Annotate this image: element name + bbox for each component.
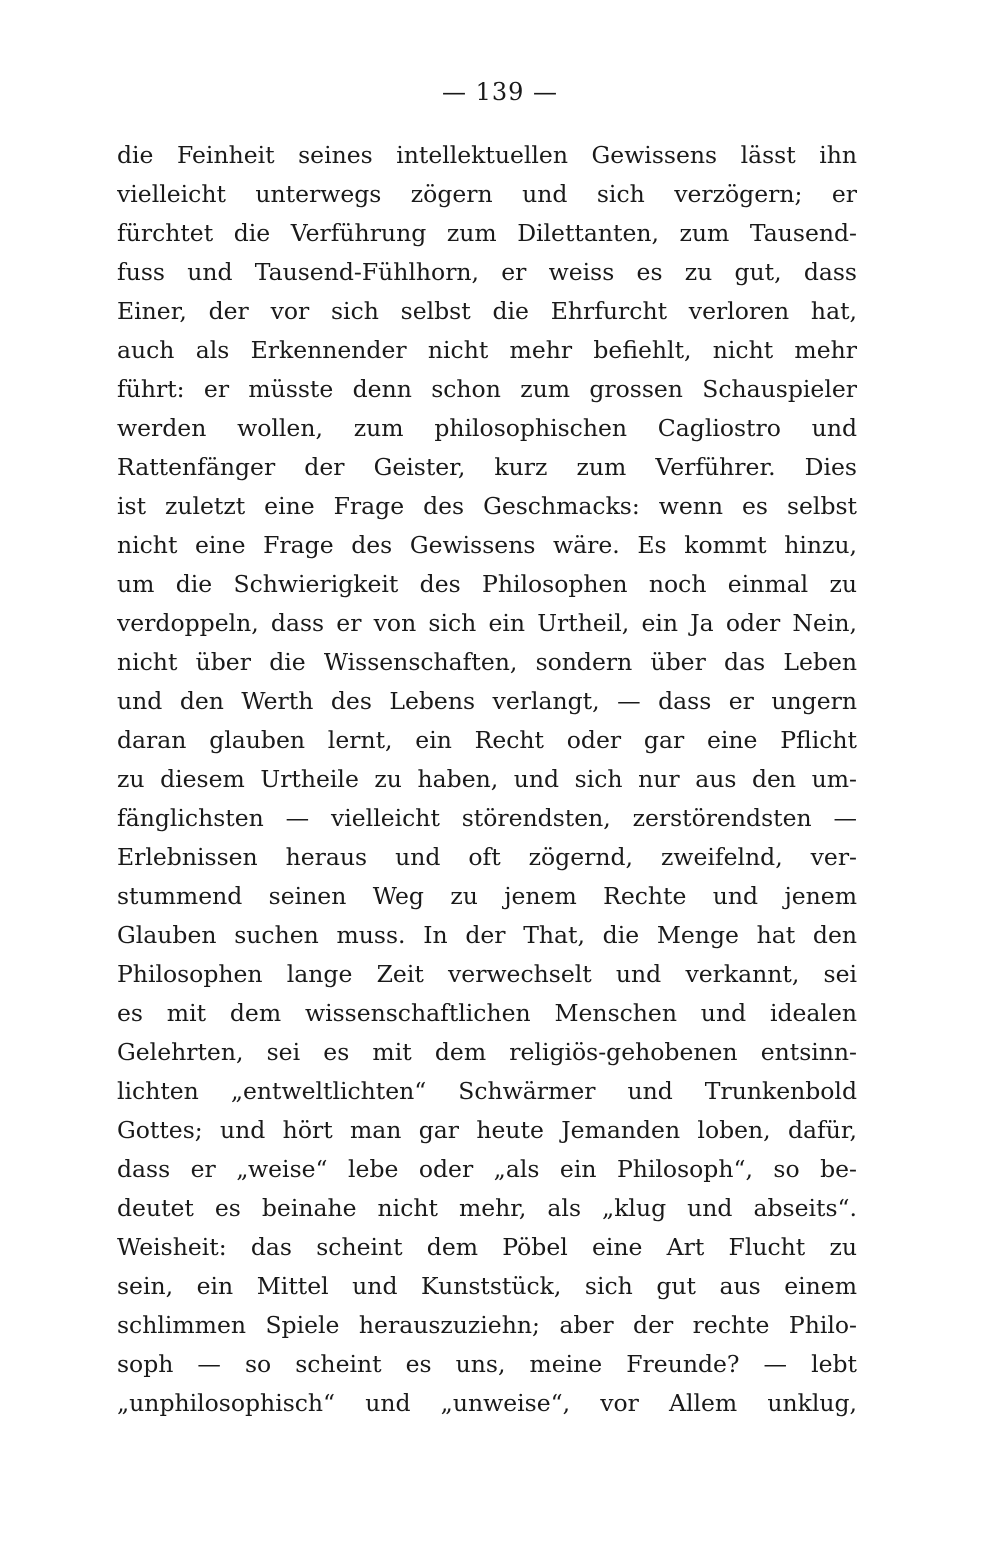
text-line: schlimmen Spiele herauszuziehn; aber der rechte Philo-: [117, 1311, 857, 1339]
body-text: [117, 136, 857, 1423]
text-line: und den Werth des Lebens verlangt, — dass er ungern: [117, 687, 857, 715]
text-line: sein, ein Mittel und Kunststück, sich gut aus einem: [117, 1272, 857, 1300]
text-line: daran glauben lernt, ein Recht oder gar eine Pflicht: [117, 726, 857, 754]
text-line: fuss und Tausend-Fühlhorn, er weiss es zu gut, dass: [117, 258, 857, 286]
text-line: werden wollen, zum philosophischen Cagliostro und: [117, 414, 857, 442]
text-line: Einer, der vor sich selbst die Ehrfurcht verloren hat,: [117, 297, 857, 325]
text-line: deutet es beinahe nicht mehr, als „klug und abseits“.: [117, 1194, 857, 1222]
text-line: Gelehrten, sei es mit dem religiös-gehobenen entsinn-: [117, 1038, 857, 1066]
text-line: vielleicht unterwegs zögern und sich verzögern; er: [117, 180, 857, 208]
text-line: führt: er müsste denn schon zum grossen Schauspieler: [117, 375, 857, 403]
text-line: Gottes; und hört man gar heute Jemanden loben, dafür,: [117, 1116, 857, 1144]
text-line: Philosophen lange Zeit verwechselt und verkannt, sei: [117, 960, 857, 988]
text-line: es mit dem wissenschaftlichen Menschen und idealen: [117, 999, 857, 1027]
text-line: nicht eine Frage des Gewissens wäre. Es kommt hinzu,: [117, 531, 857, 559]
text-line: fänglichsten — vielleicht störendsten, zerstörendsten —: [117, 804, 857, 832]
text-line: fürchtet die Verführung zum Dilettanten, zum Tausend-: [117, 219, 857, 247]
text-line: Weisheit: das scheint dem Pöbel eine Art Flucht zu: [117, 1233, 857, 1261]
text-line: Glauben suchen muss. In der That, die Menge hat den: [117, 921, 857, 949]
text-line: lichten „entweltlichten“ Schwärmer und Trunkenbold: [117, 1077, 857, 1105]
text-line: stummend seinen Weg zu jenem Rechte und jenem: [117, 882, 857, 910]
text-line: um die Schwierigkeit des Philosophen noch einmal zu: [117, 570, 857, 598]
text-line: dass er „weise“ lebe oder „als ein Philosoph“, so be-: [117, 1155, 857, 1183]
page-number: — 139 —: [441, 78, 559, 106]
text-line: Erlebnissen heraus und oft zögernd, zweifelnd, ver-: [117, 843, 857, 871]
text-line: verdoppeln, dass er von sich ein Urtheil, ein Ja oder Nein,: [117, 609, 857, 637]
text-line: ist zuletzt eine Frage des Geschmacks: wenn es selbst: [117, 492, 857, 520]
text-line: soph — so scheint es uns, meine Freunde? — lebt: [117, 1350, 857, 1378]
text-line: Rattenfänger der Geister, kurz zum Verführer. Dies: [117, 453, 857, 481]
text-line: auch als Erkennender nicht mehr befiehlt, nicht mehr: [117, 336, 857, 364]
text-line: nicht über die Wissenschaften, sondern über das Leben: [117, 648, 857, 676]
text-line: „unphilosophisch“ und „unweise“, vor Allem unklug,: [117, 1389, 857, 1417]
text-line: die Feinheit seines intellektuellen Gewissens lässt ihn: [117, 141, 857, 169]
text-line: zu diesem Urtheile zu haben, und sich nur aus den um-: [117, 765, 857, 793]
